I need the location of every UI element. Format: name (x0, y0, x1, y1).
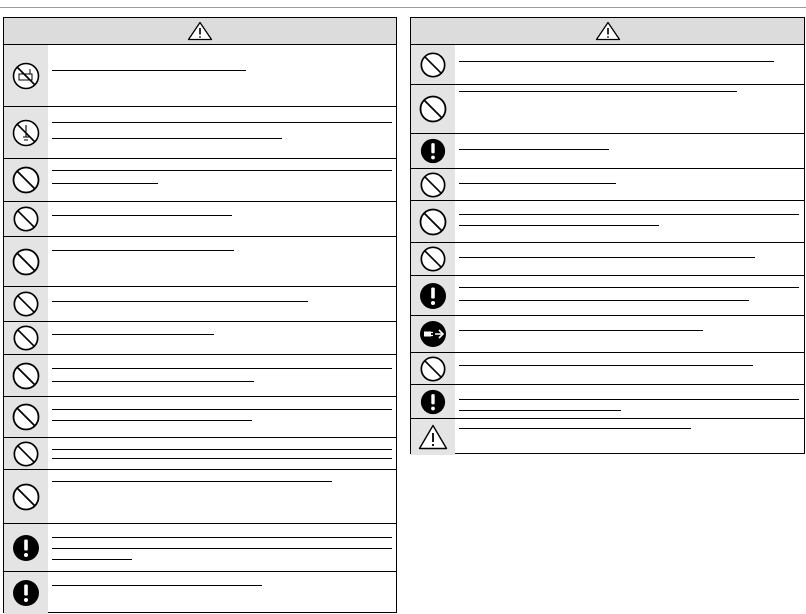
icon-cell (4, 397, 48, 437)
text-line (52, 215, 232, 216)
text-cell (48, 237, 392, 286)
text-line (459, 214, 799, 215)
warning-table-left (3, 17, 397, 613)
text-cell (455, 85, 800, 133)
prohibited-icon (419, 171, 447, 199)
prohibited-icon (12, 324, 40, 352)
text-line (52, 559, 132, 560)
icon-cell (4, 470, 48, 523)
icon-cell (4, 355, 48, 396)
mandatory-exclamation-icon (419, 137, 447, 165)
text-cell (48, 202, 392, 236)
icon-cell (4, 322, 48, 354)
prohibited-icon (418, 207, 448, 237)
text-cell (455, 201, 800, 242)
prohibited-icon (12, 205, 40, 233)
table-row (411, 276, 804, 316)
table-row (4, 107, 396, 159)
text-cell (48, 572, 392, 614)
prohibited-icon (11, 402, 41, 432)
mandatory-exclamation-icon (418, 281, 448, 311)
text-line (459, 149, 609, 150)
text-line (459, 61, 774, 62)
table-row (4, 202, 396, 237)
text-cell (48, 524, 392, 571)
warning-triangle-icon (595, 21, 621, 41)
text-line (52, 481, 332, 482)
text-line (52, 458, 392, 459)
table-row (4, 237, 396, 287)
prohibited-icon (419, 355, 447, 383)
text-cell (455, 169, 800, 200)
icon-cell (411, 243, 455, 275)
text-cell (48, 470, 392, 523)
table-row (411, 169, 804, 201)
no-water-contact-icon (11, 118, 41, 148)
table-row (4, 470, 396, 524)
table-row (411, 353, 804, 385)
icon-cell (4, 572, 48, 614)
text-line (459, 410, 621, 411)
page-top-rule (0, 7, 806, 8)
table-row (411, 385, 804, 419)
text-line (459, 428, 691, 429)
text-cell (48, 45, 392, 106)
table-row (411, 134, 804, 169)
text-cell (48, 107, 392, 158)
text-line (459, 399, 799, 400)
text-cell (455, 353, 800, 384)
text-cell (455, 134, 800, 168)
text-line (52, 183, 158, 184)
warning-triangle-icon (418, 424, 448, 450)
table-row (4, 572, 396, 614)
table-row (411, 201, 804, 243)
text-line (459, 225, 659, 226)
table-row (4, 45, 396, 107)
table-row (411, 419, 804, 455)
table-row (4, 524, 396, 572)
text-line (459, 330, 703, 331)
unplug-power-icon (418, 319, 448, 349)
table-row (411, 85, 804, 134)
text-line (52, 449, 392, 450)
no-disassemble-icon (11, 61, 41, 91)
prohibited-icon (11, 361, 41, 391)
icon-cell (4, 202, 48, 236)
text-line (459, 91, 737, 92)
icon-cell (411, 134, 455, 168)
table-row (4, 322, 396, 355)
table-header (411, 18, 804, 45)
text-line (52, 301, 308, 302)
text-line (52, 548, 392, 549)
text-line (52, 70, 246, 71)
icon-cell (411, 276, 455, 315)
prohibited-icon (11, 482, 41, 512)
icon-cell (411, 316, 455, 352)
icon-cell (4, 237, 48, 286)
icon-cell (411, 201, 455, 242)
text-cell (48, 322, 392, 354)
table-row (4, 438, 396, 470)
icon-cell (4, 524, 48, 571)
icon-cell (411, 353, 455, 384)
icon-cell (411, 45, 455, 84)
text-line (459, 257, 755, 258)
prohibited-icon (418, 94, 448, 124)
prohibited-icon (11, 165, 41, 195)
icon-cell (4, 287, 48, 321)
prohibited-icon (11, 247, 41, 277)
text-cell (455, 385, 800, 418)
text-line (459, 365, 753, 366)
text-cell (455, 45, 800, 84)
text-line (52, 420, 252, 421)
warning-table-right (410, 17, 805, 454)
text-line (52, 138, 282, 139)
text-line (52, 381, 254, 382)
text-line (52, 368, 392, 369)
icon-cell (411, 85, 455, 133)
icon-cell (4, 45, 48, 106)
table-row (411, 45, 804, 85)
text-line (459, 183, 616, 184)
prohibited-icon (12, 440, 40, 468)
icon-cell (411, 169, 455, 200)
table-row (4, 287, 396, 322)
text-cell (48, 287, 392, 321)
text-line (459, 300, 749, 301)
text-cell (455, 419, 800, 455)
prohibited-icon (12, 290, 40, 318)
warning-triangle-icon (187, 21, 213, 41)
text-line (52, 122, 392, 123)
mandatory-exclamation-icon (11, 578, 41, 608)
text-line (52, 409, 392, 410)
prohibited-icon (419, 51, 447, 79)
text-cell (455, 316, 800, 352)
text-cell (455, 243, 800, 275)
icon-cell (4, 159, 48, 201)
mandatory-exclamation-icon (419, 388, 447, 416)
table-row (411, 316, 804, 353)
mandatory-exclamation-icon (11, 533, 41, 563)
prohibited-icon (419, 245, 447, 273)
icon-cell (411, 385, 455, 418)
table-row (4, 397, 396, 438)
table-row (411, 243, 804, 276)
text-line (52, 250, 234, 251)
table-header (4, 18, 396, 45)
text-cell (48, 397, 392, 437)
text-line (52, 585, 262, 586)
text-line (52, 334, 214, 335)
text-cell (455, 276, 800, 315)
text-line (52, 537, 392, 538)
icon-cell (4, 438, 48, 469)
text-cell (48, 438, 392, 469)
table-row (4, 159, 396, 202)
text-line (459, 287, 799, 288)
icon-cell (411, 419, 455, 455)
table-row (4, 355, 396, 397)
icon-cell (4, 107, 48, 158)
text-cell (48, 355, 392, 396)
text-cell (48, 159, 392, 201)
text-line (52, 170, 392, 171)
